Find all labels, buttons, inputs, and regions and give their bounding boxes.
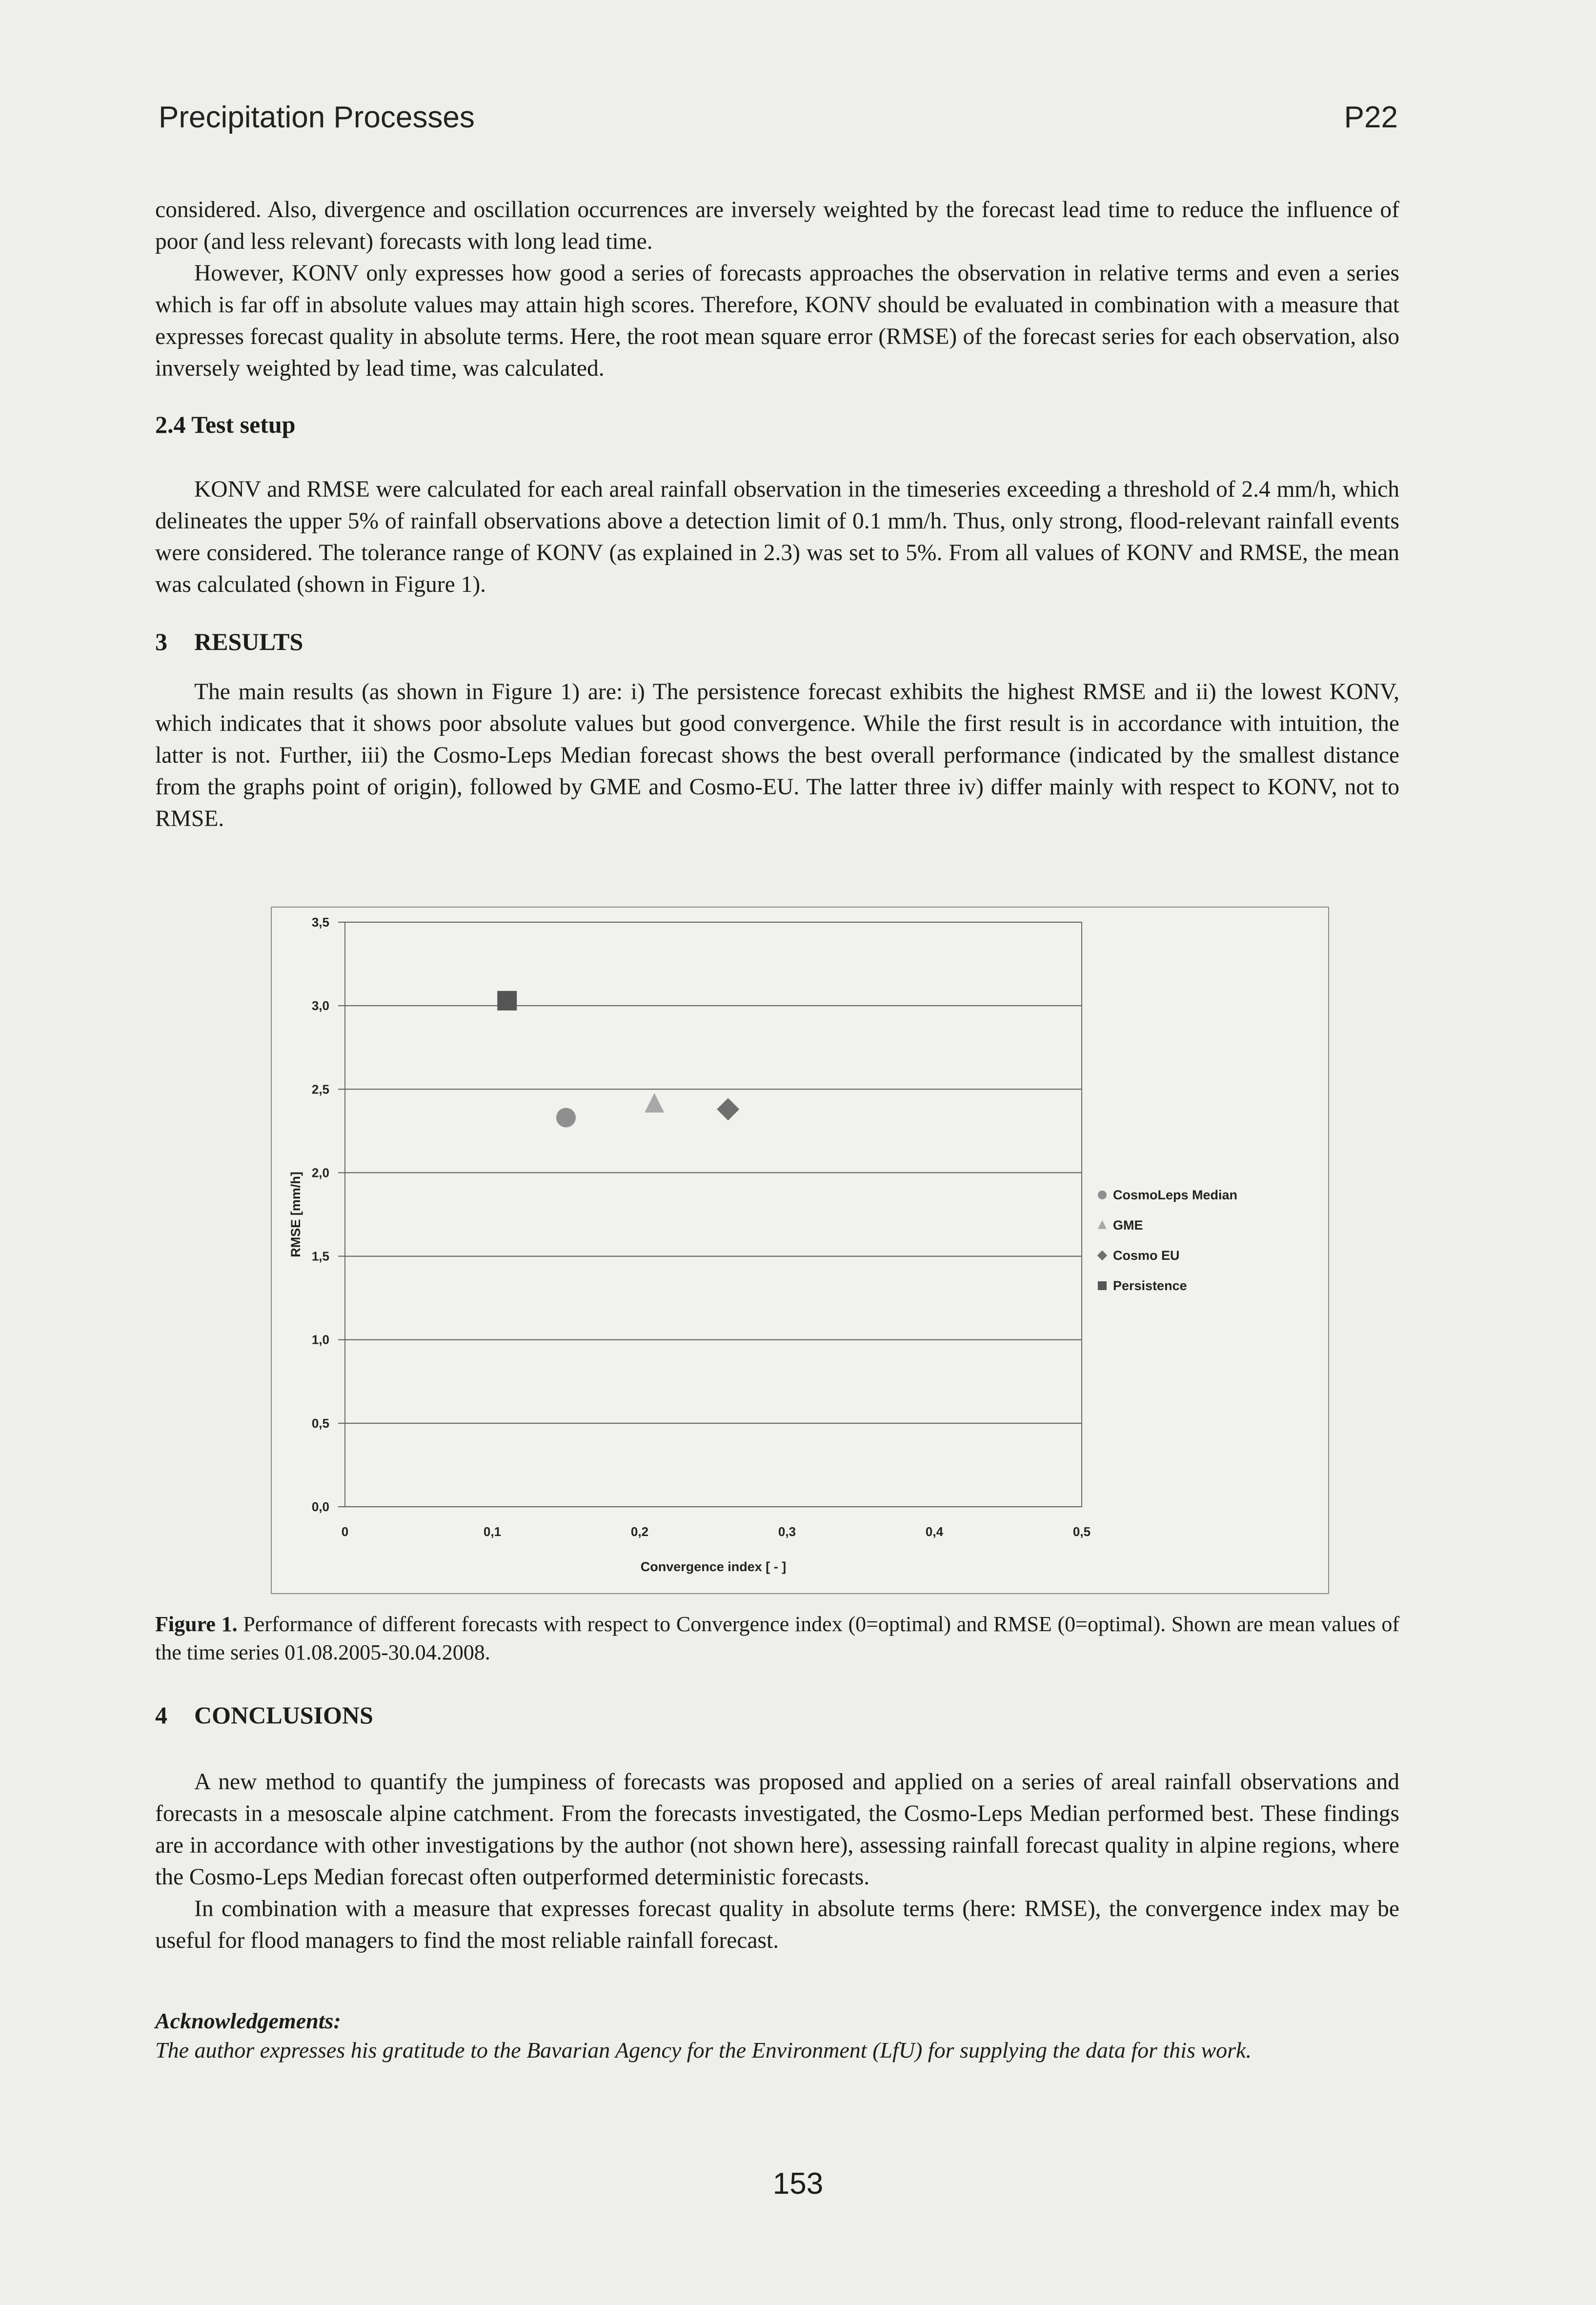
conclusions-section bbox=[155, 1699, 1399, 1957]
legend-marker-gme bbox=[1098, 1220, 1107, 1229]
legend-label: Persistence bbox=[1113, 1278, 1187, 1293]
legend-label: CosmoLeps Median bbox=[1113, 1188, 1238, 1202]
legend-label: GME bbox=[1113, 1218, 1143, 1233]
paragraph: A new method to quantify the jumpiness of forecasts was proposed and applied on a series of areal rainfall observations and forecasts in a mesoscale alpine catchment. From the forecasts investigated, the Cosmo-Leps Median performed best. These findings are in accordance with other investigations by the author (not shown here), assessing rainfall forecast quality in alpine regions, where the Cosmo-Leps Median forecast often outperformed deterministic forecasts. bbox=[155, 1769, 1399, 1890]
legend-marker-persistence bbox=[1098, 1281, 1107, 1290]
figure-1-chart bbox=[271, 907, 1329, 1594]
main-text bbox=[155, 194, 1399, 835]
y-tick-label: 2,5 bbox=[311, 1082, 329, 1097]
y-tick-label: 1,5 bbox=[311, 1249, 329, 1264]
paragraph: KONV and RMSE were calculated for each areal rainfall observation in the timeseries exceeding a threshold of 2.4 mm/h, which delineates the upper 5% of rainfall observations above a detection limit of 0.1 mm/h. Thus, only strong, flood-relevant rainfall events were considered. The tolerance range of KONV (as explained in 2.3) was set to 5%. From all values of KONV and RMSE, the mean was calculated (shown in Figure 1). bbox=[155, 477, 1399, 597]
data-point-gme bbox=[645, 1093, 664, 1112]
section-heading-conclusions bbox=[155, 1699, 1399, 1731]
x-tick-label: 0,5 bbox=[1072, 1524, 1091, 1539]
paragraph: The main results (as shown in Figure 1) are: i) The persistence forecast exhibits the highest RMSE and ii) the lowest KONV, which indicates that it shows poor absolute values but good convergence. While the first result is in accordance with intuition, the latter is not. Further, iii) the Cosmo-Leps Median forecast shows the best overall performance (indicated by the smallest distance from the graphs point of origin), followed by GME and Cosmo-EU. The latter three iv) differ mainly with respect to KONV, not to RMSE. bbox=[155, 679, 1399, 831]
running-header bbox=[159, 100, 1398, 135]
data-point-cosmoleps-median bbox=[556, 1108, 576, 1127]
y-tick-label: 0,0 bbox=[311, 1499, 329, 1514]
y-tick-label: 3,5 bbox=[311, 915, 329, 930]
y-tick-label: 3,0 bbox=[311, 998, 329, 1013]
y-tick-label: 2,0 bbox=[311, 1165, 329, 1180]
acknowledgements-title: Acknowledgements: bbox=[155, 2008, 341, 2033]
legend-label: Cosmo EU bbox=[1113, 1248, 1180, 1263]
paragraph: considered. Also, divergence and oscillation occurrences are inversely weighted by the forecast lead time to reduce the influence of poor (and less relevant) forecasts with long lead time. bbox=[155, 197, 1399, 254]
x-tick-label: 0 bbox=[341, 1524, 349, 1539]
header-session-code: P22 bbox=[1344, 101, 1398, 134]
y-tick-label: 0,5 bbox=[311, 1415, 329, 1431]
header-section-title: Precipitation Processes bbox=[159, 101, 475, 134]
scatter-chart-svg bbox=[272, 908, 1328, 1593]
paragraph: However, KONV only expresses how good a series of forecasts approaches the observation in relative terms and even a series which is far off in absolute values may attain high scores. Therefore, KONV should be evaluated in combination with a measure that expresses forecast quality in absolute terms. Here, the root mean square error (RMSE) of the forecast series for each observation, also inversely weighted by lead time, was calculated. bbox=[155, 261, 1399, 381]
figure-label: Figure 1. bbox=[155, 1612, 238, 1636]
section-heading-test-setup: 2.4 Test setup bbox=[155, 411, 296, 438]
section-title: RESULTS bbox=[194, 628, 303, 655]
paragraph: In combination with a measure that expresses forecast quality in absolute terms (here: RMSE), the convergence index may be useful for flood managers to find the most reliable rainfall forecast. bbox=[155, 1896, 1399, 1953]
section-number: 3 bbox=[155, 628, 167, 655]
y-tick-label: 1,0 bbox=[311, 1332, 329, 1347]
legend-marker-cosmo-eu bbox=[1097, 1251, 1108, 1261]
y-axis-label: RMSE [mm/h] bbox=[288, 1172, 303, 1257]
x-axis-label: Convergence index [ - ] bbox=[640, 1559, 787, 1574]
section-heading-results bbox=[155, 626, 1399, 658]
data-point-cosmo-eu bbox=[717, 1098, 739, 1120]
data-point-persistence bbox=[497, 991, 517, 1011]
x-tick-label: 0,2 bbox=[630, 1524, 649, 1539]
section-number: 4 bbox=[155, 1701, 167, 1729]
section-title: CONCLUSIONS bbox=[194, 1701, 373, 1729]
acknowledgements-text: The author expresses his gratitude to the Bavarian Agency for the Environment (LfU) for supplying the data for this work. bbox=[155, 2038, 1252, 2062]
page-number: 153 bbox=[772, 2167, 824, 2201]
plot-area bbox=[345, 922, 1082, 1507]
legend-marker-cosmoleps-median bbox=[1098, 1191, 1107, 1199]
x-tick-label: 0,3 bbox=[778, 1524, 796, 1539]
figure-caption-text: Performance of different forecasts with respect to Convergence index (0=optimal) and RMSE (0=optimal). Shown are mean values of the time series 01.08.2005-30.04.2008. bbox=[155, 1612, 1400, 1664]
figure-caption bbox=[155, 1610, 1399, 1667]
x-tick-label: 0,1 bbox=[483, 1524, 502, 1539]
x-tick-label: 0,4 bbox=[925, 1524, 944, 1539]
